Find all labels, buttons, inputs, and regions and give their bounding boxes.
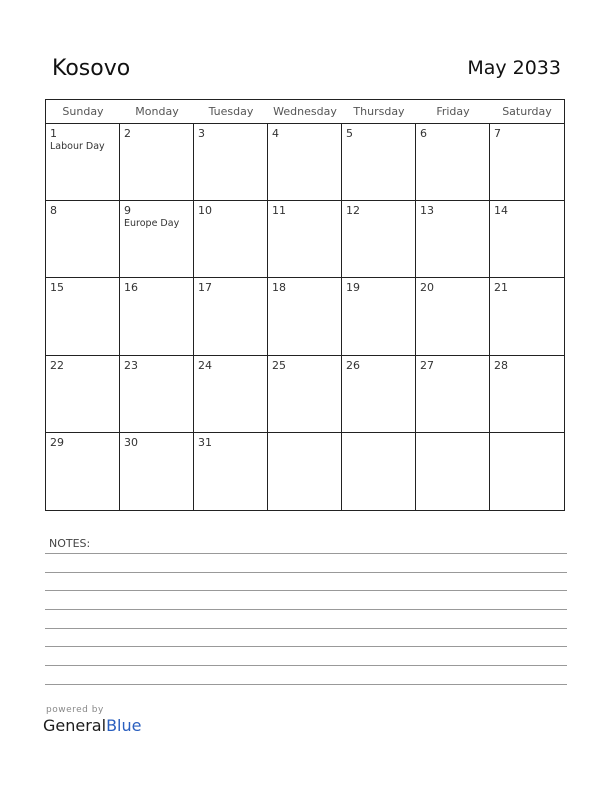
day-cell <box>268 124 342 201</box>
day-cell <box>46 356 120 433</box>
note-line <box>45 553 567 554</box>
day-cell <box>416 278 490 355</box>
day-cell <box>120 433 194 510</box>
weekday-header: Monday <box>120 100 194 124</box>
day-number: 8 <box>50 204 57 218</box>
country-title: Kosovo <box>52 56 131 81</box>
day-number: 10 <box>198 204 212 218</box>
holiday-label: Labour Day <box>50 141 105 152</box>
day-cell <box>490 124 564 201</box>
day-cell <box>342 278 416 355</box>
note-line <box>45 646 567 647</box>
day-number: 24 <box>198 358 212 372</box>
day-number: 18 <box>272 281 286 295</box>
day-number: 9 <box>124 204 131 218</box>
note-line <box>45 665 567 666</box>
day-number: 16 <box>124 281 138 295</box>
day-number: 7 <box>494 127 501 140</box>
holiday-label: Europe Day <box>124 218 180 230</box>
day-cell <box>342 356 416 433</box>
day-cell <box>194 356 268 433</box>
day-cell <box>490 201 564 278</box>
day-number: 17 <box>198 281 212 295</box>
day-cell <box>194 124 268 201</box>
notes-label: NOTES: <box>49 537 91 550</box>
day-cell <box>342 433 416 510</box>
day-number: 3 <box>198 127 205 140</box>
day-number: 28 <box>494 358 508 372</box>
day-number: 20 <box>420 281 434 295</box>
day-number: 21 <box>494 281 508 295</box>
day-number: 19 <box>346 281 360 295</box>
day-number: 23 <box>124 358 138 372</box>
day-number: 5 <box>346 127 353 140</box>
day-cell <box>342 201 416 278</box>
day-cell <box>120 356 194 433</box>
day-cell <box>416 124 490 201</box>
day-cell <box>46 124 120 201</box>
note-line <box>45 684 567 685</box>
day-cell <box>416 433 490 510</box>
day-number: 26 <box>346 358 360 372</box>
month-year-title: May 2033 <box>467 57 561 79</box>
day-number: 15 <box>50 281 64 295</box>
day-cell <box>268 278 342 355</box>
day-number: 25 <box>272 358 286 372</box>
day-cell <box>268 201 342 278</box>
note-line <box>45 609 567 610</box>
note-line <box>45 590 567 591</box>
day-cell <box>194 278 268 355</box>
brand-logo <box>43 716 141 735</box>
day-number: 11 <box>272 204 286 218</box>
day-number: 6 <box>420 127 427 140</box>
day-number: 22 <box>50 358 64 372</box>
day-cell <box>490 433 564 510</box>
day-cell <box>416 356 490 433</box>
day-number: 1 <box>50 127 57 140</box>
day-cell <box>120 124 194 201</box>
weekday-header: Wednesday <box>268 100 342 124</box>
day-number: 2 <box>124 127 131 140</box>
day-cell <box>46 201 120 278</box>
day-cell <box>194 201 268 278</box>
weekday-header: Saturday <box>490 100 564 124</box>
day-number: 12 <box>346 204 360 218</box>
day-cell <box>416 201 490 278</box>
note-line <box>45 572 567 573</box>
brand-general: General <box>43 716 107 735</box>
day-cell <box>46 278 120 355</box>
day-cell <box>46 433 120 510</box>
weekday-header: Friday <box>416 100 490 124</box>
brand-blue: Blue <box>106 716 142 735</box>
day-cell <box>194 433 268 510</box>
day-cell <box>490 356 564 433</box>
day-number: 31 <box>198 435 212 449</box>
day-cell <box>120 278 194 355</box>
day-number: 13 <box>420 204 434 218</box>
day-number: 30 <box>124 435 138 449</box>
note-line <box>45 628 567 629</box>
day-number: 29 <box>50 435 64 449</box>
day-number: 4 <box>272 127 279 140</box>
day-number: 14 <box>494 204 508 218</box>
day-cell <box>268 433 342 510</box>
day-number: 27 <box>420 358 434 372</box>
day-cell <box>268 356 342 433</box>
day-cell <box>342 124 416 201</box>
weekday-header: Tuesday <box>194 100 268 124</box>
day-cell <box>490 278 564 355</box>
weekday-header: Sunday <box>46 100 120 124</box>
powered-by-text: powered by <box>46 705 104 715</box>
calendar-grid <box>45 99 565 511</box>
day-cell <box>120 201 194 278</box>
weekday-header: Thursday <box>342 100 416 124</box>
